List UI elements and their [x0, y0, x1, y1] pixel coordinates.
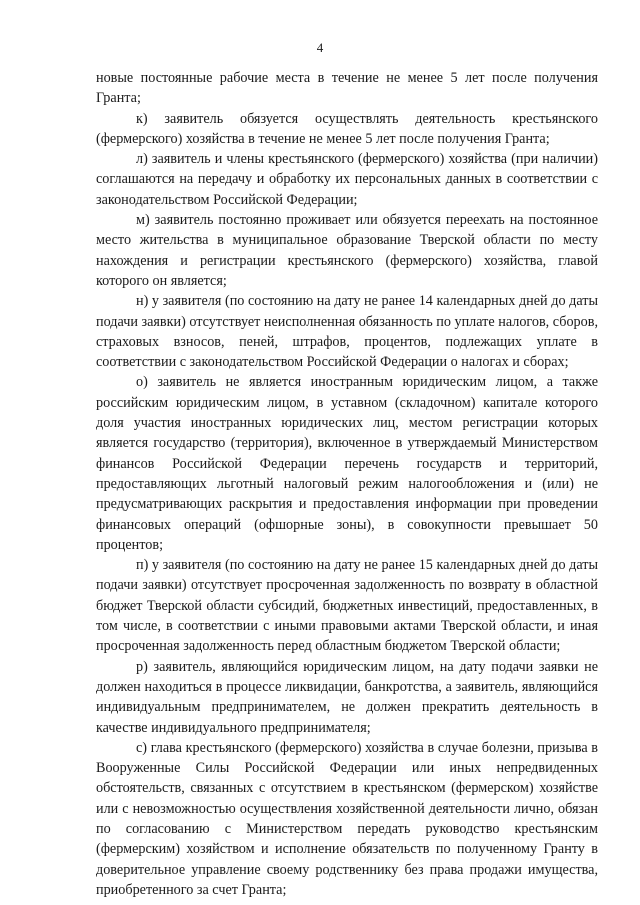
- paragraph-item-m: м) заявитель постоянно проживает или обязуется переехать на постоянное место жительства в муниципальное образование Тверской области по месту нахождения и регистрации крестьянского (фермерского) хозяйства, главой которого он является;: [96, 212, 598, 289]
- paragraph-item-p: п) у заявителя (по состоянию на дату не ранее 15 календарных дней до даты подачи заявки) отсутствует просроченная задолженность по возврату в областной бюджет Тверской области субсидий, бюджетных инвестиций, предоставленных, в том числе, в соответствии с иными правовыми актами Тверской области, и иная просроченная задолженность перед областным бюджетом Тверской области;: [96, 557, 598, 655]
- paragraph-continuation: новые постоянные рабочие места в течение не менее 5 лет после получения Гранта;: [96, 70, 598, 107]
- page-number: 4: [316, 40, 324, 55]
- paragraph-item-n: н) у заявителя (по состоянию на дату не ранее 14 календарных дней до даты подачи заявки) отсутствует неисполненная обязанность по уплате налогов, сборов, страховых взносов, пеней, штрафов, процентов, подлежащих уплате в соответствии с законодательством Российской Федерации о налогах и сборах;: [96, 293, 598, 371]
- paragraph-item-r: р) заявитель, являющийся юридическим лицом, на дату подачи заявки не должен находиться в процессе ликвидации, банкротства, а заявитель, являющийся индивидуальным предпринимателем, не должен прекратить деятельность в качестве индивидуального предпринимателя;: [96, 658, 598, 736]
- document-body: [96, 68, 598, 900]
- paragraph-item-l: л) заявитель и члены крестьянского (фермерского) хозяйства (при наличии) соглашаются на передачу и обработку их персональных данных в соответствии с законодательством Российской Федерации;: [96, 151, 598, 208]
- paragraph-item-o: о) заявитель не является иностранным юридическим лицом, а также российским юридическим лицом, в уставном (складочном) капитале которого доля участия иностранных юридических лиц, местом регистрации которых является государство (территория), включенное в утверждаемый Министерством финансов Российской Федерации перечень государств и территорий, предоставляющих льготный налоговый режим налогообложения и (или) не предусматривающих раскрытия и предоставления информации при проведении финансовых операций (офшорные зоны), в совокупности превышает 50 процентов;: [96, 374, 598, 553]
- paragraph-item-k: к) заявитель обязуется осуществлять деятельность крестьянского (фермерского) хозяйства в течение не менее 5 лет после получения Гранта;: [96, 110, 598, 147]
- paragraph-item-s: с) глава крестьянского (фермерского) хозяйства в случае болезни, призыва в Вооруженные Силы Российской Федерации или иных непредвиденных обстоятельств, связанных с отсутствием в крестьянском (фермерском) хозяйстве или с невозможностью осуществления хозяйственной деятельности лично, обязан по согласованию с Министерством передать руководство крестьянским (фермерским) хозяйством и исполнение обязательств по полученному Гранту в доверительное управление своему родственнику без права продажи имущества, приобретенного за счет Гранта;: [96, 739, 598, 898]
